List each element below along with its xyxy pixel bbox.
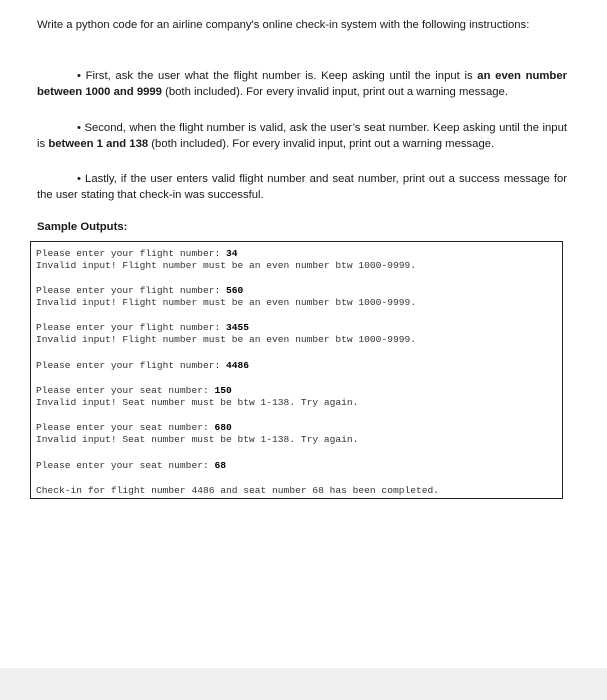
console-input: 680	[214, 422, 232, 433]
console-line: Please enter your flight number: 34	[36, 248, 238, 259]
console-line: Please enter your seat number: 68	[36, 460, 226, 471]
bullet-2-lead: • Second, when the flight number is valid, ask the user’s seat number. Keep asking until the input is	[37, 122, 567, 150]
bullet-1-lead: • First, ask the user what the flight number is. Keep asking until the input is	[77, 70, 473, 82]
bullet-1-bold: an even number between 1000 and 9999	[37, 70, 568, 98]
console-input: 4486	[226, 360, 250, 371]
console-line: Invalid input! Seat number must be btw 1-138. Try again.	[36, 434, 359, 445]
console-line: Please enter your seat number: 680	[36, 422, 232, 433]
bullet-3-lead: • Lastly, if the user enters valid flight number and seat number, print out a success message for the user stating that check-in was successful.	[37, 173, 567, 201]
console-input: 560	[226, 285, 244, 296]
bullet-2-bold: between 1 and 138	[48, 138, 149, 150]
console-line: Invalid input! Flight number must be an even number btw 1000-9999.	[36, 297, 416, 308]
console-line: Invalid input! Flight number must be an even number btw 1000-9999.	[36, 334, 416, 345]
bullet-1-tail: (both included). For every invalid input, print out a warning message.	[165, 86, 508, 98]
sample-output-box	[30, 241, 563, 499]
sample-outputs-title: Sample Outputs:	[37, 221, 128, 233]
console-line: Please enter your flight number: 3455	[36, 322, 250, 333]
console-line: Invalid input! Seat number must be btw 1-138. Try again.	[36, 397, 359, 408]
console-line: Invalid input! Flight number must be an even number btw 1000-9999.	[36, 260, 416, 271]
console-line: Please enter your seat number: 150	[36, 385, 232, 396]
bullet-success	[37, 171, 567, 203]
console-input: 3455	[226, 322, 250, 333]
console-success-line: Check-in for flight number 4486 and seat number 68 has been completed.	[36, 485, 440, 496]
bullet-2-tail: (both included). For every invalid input, print out a warning message.	[151, 138, 495, 150]
console-line: Please enter your flight number: 4486	[36, 360, 250, 371]
viewer-footer	[0, 668, 607, 700]
bullet-flight-number	[37, 68, 567, 100]
console-input: 68	[214, 460, 226, 471]
bullet-seat-number	[37, 120, 567, 152]
console-line: Please enter your flight number: 560	[36, 285, 244, 296]
intro-paragraph: Write a python code for an airline company's online check-in system with the following instructions:	[37, 19, 530, 31]
console-input: 34	[226, 248, 238, 259]
console-input: 150	[214, 385, 232, 396]
